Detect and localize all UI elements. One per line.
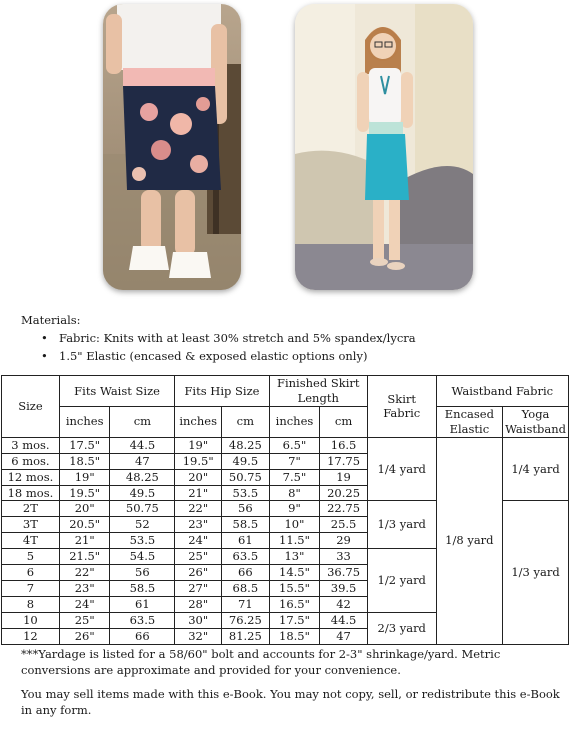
cell-hip-cm: 68.5 (222, 580, 270, 596)
materials-list (21, 329, 561, 365)
cell-hip-in: 19" (175, 437, 222, 453)
table-row (2, 437, 569, 453)
cell-size: 4T (2, 533, 60, 549)
yardage-note: ***Yardage is listed for a 58/60" bolt and accounts for 2-3" shrinkage/yard. Metric conversions are approximate and provided for your convenience. (21, 647, 501, 677)
cell-hip-cm: 63.5 (222, 549, 270, 565)
copyright-note: You may sell items made with this e-Book. You may not copy, sell, or redistribute this e-Book in any form. (21, 687, 560, 717)
header-size: Size (2, 376, 60, 438)
cell-len-in: 13" (269, 549, 320, 565)
cell-size: 5 (2, 549, 60, 565)
header-hip-cm: cm (222, 407, 270, 438)
cell-len-cm: 47 (320, 628, 368, 644)
cell-waist-in: 22" (59, 565, 110, 581)
cell-len-cm: 44.5 (320, 612, 368, 628)
cell-hip-in: 27" (175, 580, 222, 596)
materials-item-fabric: • Fabric: Knits with at least 30% stretch and 5% spandex/lycra (59, 329, 561, 347)
cell-hip-cm: 49.5 (222, 453, 270, 469)
cell-len-in: 7.5" (269, 469, 320, 485)
cell-hip-cm: 48.25 (222, 437, 270, 453)
cell-len-in: 11.5" (269, 533, 320, 549)
cell-waist-cm: 44.5 (110, 437, 175, 453)
cell-len-in: 7" (269, 453, 320, 469)
header-skirt-fabric: Skirt Fabric (367, 376, 436, 438)
cell-waist-in: 18.5" (59, 453, 110, 469)
cell-size: 10 (2, 612, 60, 628)
cell-len-cm: 33 (320, 549, 368, 565)
header-length-inches: inches (269, 407, 320, 438)
cell-waist-in: 17.5" (59, 437, 110, 453)
cell-hip-in: 19.5" (175, 453, 222, 469)
header-waist-inches: inches (59, 407, 110, 438)
cell-hip-cm: 50.75 (222, 469, 270, 485)
cell-len-cm: 29 (320, 533, 368, 549)
cell-len-cm: 36.75 (320, 565, 368, 581)
cell-waist-cm: 47 (110, 453, 175, 469)
cell-waist-in: 25" (59, 612, 110, 628)
cell-hip-cm: 66 (222, 565, 270, 581)
cell-hip-in: 23" (175, 517, 222, 533)
cell-waist-cm: 48.25 (110, 469, 175, 485)
cell-waist-cm: 54.5 (110, 549, 175, 565)
cell-waist-cm: 50.75 (110, 501, 175, 517)
header-waist: Fits Waist Size (59, 376, 174, 407)
cell-skirt-fabric: 1/3 yard (367, 501, 436, 549)
cell-len-cm: 22.75 (320, 501, 368, 517)
cell-hip-cm: 56 (222, 501, 270, 517)
cell-waist-in: 21.5" (59, 549, 110, 565)
cell-skirt-fabric: 1/2 yard (367, 549, 436, 613)
cell-waist-in: 20.5" (59, 517, 110, 533)
cell-hip-cm: 81.25 (222, 628, 270, 644)
materials-heading: Materials: (21, 313, 81, 327)
photo-teal-skirt (295, 4, 473, 290)
cell-skirt-fabric: 2/3 yard (367, 612, 436, 644)
cell-len-cm: 25.5 (320, 517, 368, 533)
cell-yoga-waistband: 1/4 yard (503, 437, 569, 501)
notes-section (21, 646, 561, 726)
cell-waist-cm: 61 (110, 596, 175, 612)
cell-len-in: 6.5" (269, 437, 320, 453)
cell-waist-cm: 52 (110, 517, 175, 533)
cell-len-cm: 16.5 (320, 437, 368, 453)
cell-hip-in: 28" (175, 596, 222, 612)
cell-hip-cm: 71 (222, 596, 270, 612)
cell-len-in: 10" (269, 517, 320, 533)
cell-skirt-fabric: 1/4 yard (367, 437, 436, 501)
materials-item-elastic: • 1.5" Elastic (encased & exposed elastic options only) (59, 347, 561, 365)
cell-size: 18 mos. (2, 485, 60, 501)
cell-waist-in: 21" (59, 533, 110, 549)
cell-waist-in: 26" (59, 628, 110, 644)
cell-size: 6 mos. (2, 453, 60, 469)
cell-hip-cm: 76.25 (222, 612, 270, 628)
cell-size: 7 (2, 580, 60, 596)
header-waist-cm: cm (110, 407, 175, 438)
cell-waist-cm: 53.5 (110, 533, 175, 549)
header-hip: Fits Hip Size (175, 376, 269, 407)
header-length-cm: cm (320, 407, 368, 438)
cell-waist-in: 20" (59, 501, 110, 517)
cell-waist-in: 19.5" (59, 485, 110, 501)
cell-hip-cm: 61 (222, 533, 270, 549)
cell-hip-in: 26" (175, 565, 222, 581)
cell-waist-cm: 66 (110, 628, 175, 644)
cell-size: 8 (2, 596, 60, 612)
cell-hip-in: 20" (175, 469, 222, 485)
cell-waist-cm: 63.5 (110, 612, 175, 628)
cell-hip-in: 22" (175, 501, 222, 517)
cell-waist-in: 23" (59, 580, 110, 596)
header-hip-inches: inches (175, 407, 222, 438)
cell-size: 12 (2, 628, 60, 644)
cell-len-in: 17.5" (269, 612, 320, 628)
cell-len-in: 14.5" (269, 565, 320, 581)
cell-hip-in: 24" (175, 533, 222, 549)
cell-waist-cm: 49.5 (110, 485, 175, 501)
cell-len-in: 9" (269, 501, 320, 517)
cell-len-in: 18.5" (269, 628, 320, 644)
size-rows (2, 437, 569, 644)
photo-floral-skirt (103, 4, 241, 290)
cell-size: 12 mos. (2, 469, 60, 485)
cell-len-cm: 20.25 (320, 485, 368, 501)
header-length: Finished Skirt Length (269, 376, 367, 407)
cell-encased-elastic: 1/8 yard (436, 437, 502, 644)
cell-hip-in: 32" (175, 628, 222, 644)
header-yoga: Yoga Waistband (503, 407, 569, 438)
cell-len-in: 8" (269, 485, 320, 501)
cell-len-cm: 42 (320, 596, 368, 612)
cell-hip-in: 25" (175, 549, 222, 565)
cell-size: 3T (2, 517, 60, 533)
size-chart-table (1, 375, 569, 645)
cell-hip-cm: 53.5 (222, 485, 270, 501)
cell-len-cm: 19 (320, 469, 368, 485)
cell-size: 6 (2, 565, 60, 581)
cell-len-in: 15.5" (269, 580, 320, 596)
cell-waist-cm: 56 (110, 565, 175, 581)
cell-hip-cm: 58.5 (222, 517, 270, 533)
cell-waist-cm: 58.5 (110, 580, 175, 596)
cell-waist-in: 19" (59, 469, 110, 485)
cell-hip-in: 30" (175, 612, 222, 628)
cell-size: 3 mos. (2, 437, 60, 453)
cell-len-cm: 17.75 (320, 453, 368, 469)
header-encased: Encased Elastic (436, 407, 502, 438)
cell-yoga-waistband: 1/3 yard (503, 501, 569, 644)
header-waistband-fabric: Waistband Fabric (436, 376, 568, 407)
cell-len-cm: 39.5 (320, 580, 368, 596)
cell-waist-in: 24" (59, 596, 110, 612)
materials-section (21, 311, 561, 365)
cell-len-in: 16.5" (269, 596, 320, 612)
cell-size: 2T (2, 501, 60, 517)
cell-hip-in: 21" (175, 485, 222, 501)
